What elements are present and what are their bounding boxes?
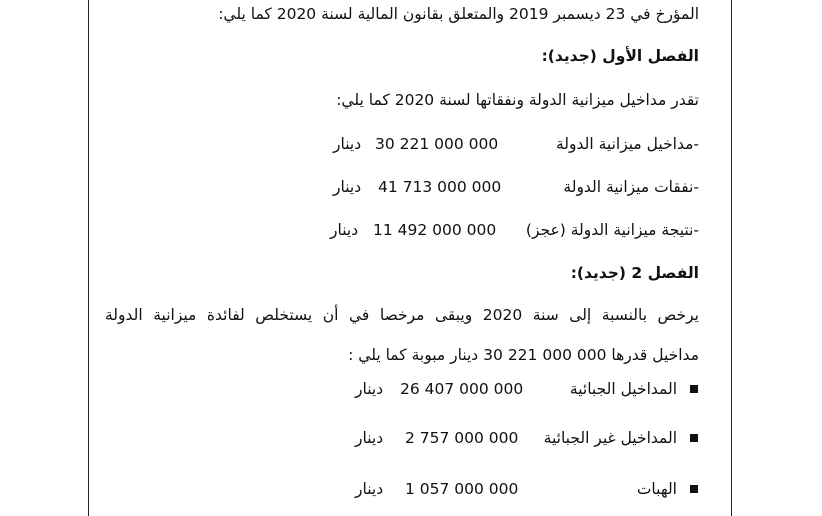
chapter2-heading: الفصل 2 (جديد): [570, 264, 699, 282]
item-amount: 26 407 000 000 [400, 380, 524, 398]
item-label: -مداخيل ميزانية الدولة [555, 135, 699, 153]
item-amount: 30 221 000 000 [375, 135, 499, 153]
intro-line: المؤرخ في 23 ديسمبر 2019 والمتعلق بقانون المالية لسنة 2020 كما يلي: [218, 5, 699, 23]
item-label: -نفقات ميزانية الدولة [563, 178, 699, 196]
square-bullet-icon [690, 385, 698, 393]
item-amount: 41 713 000 000 [378, 178, 502, 196]
item-amount: 2 757 000 000 [405, 429, 519, 447]
item-label: المداخيل الجبائية [569, 380, 677, 398]
chapter1-intro: تقدر مداخيل ميزانية الدولة ونفقاتها لسنة 2020 كما يلي: [336, 91, 699, 109]
chapter2-paragraph-line2: مداخيل قدرها 000 000 221 30 دينار مبوبة كما يلي : [348, 346, 699, 364]
item-unit: دينار [333, 178, 362, 196]
item-amount: 11 492 000 000 [373, 221, 497, 239]
item-amount: 1 057 000 000 [405, 480, 519, 498]
chapter2-paragraph-line1: يرخص بالنسبة إلى سنة 2020 ويبقى مرخصا في أن يستخلص لفائدة ميزانية الدولة [105, 306, 699, 324]
square-bullet-icon [690, 485, 698, 493]
item-label: -نتيجة ميزانية الدولة (عجز) [525, 221, 699, 239]
item-label: الهبات [636, 480, 677, 498]
item-unit: دينار [333, 135, 362, 153]
item-unit: دينار [355, 480, 384, 498]
item-unit: دينار [330, 221, 359, 239]
item-unit: دينار [355, 380, 384, 398]
item-label: المداخيل غير الجبائية [543, 429, 677, 447]
square-bullet-icon [690, 434, 698, 442]
chapter1-heading: الفصل الأول (جديد): [541, 47, 699, 65]
item-unit: دينار [355, 429, 384, 447]
